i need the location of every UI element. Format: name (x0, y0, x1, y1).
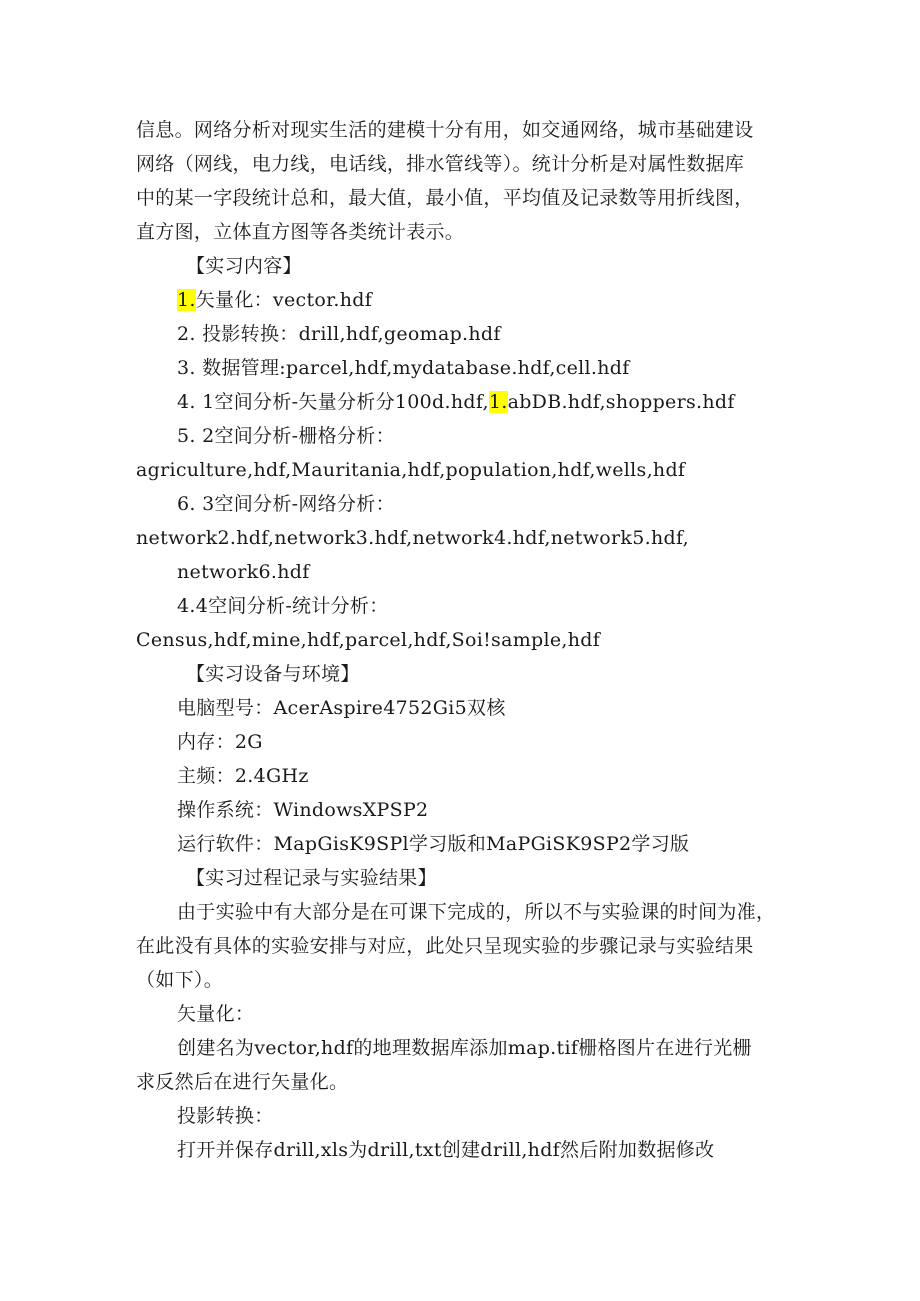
equipment-software: 运行软件：MapGisK9SPl学习版和MaPGiSK9SP2学习版 (177, 833, 690, 855)
projection-line-1: 打开并保存drill,xls为drill,txt创建drill,hdf然后附加数据修改 (177, 1139, 715, 1161)
content-item-4-suffix: abDB.hdf,shoppers.hdf (507, 391, 735, 413)
intro-line-2: 网络（网线，电力线，电话线，排水管线等）。统计分析是对属性数据库 (136, 153, 745, 175)
equipment-computer: 电脑型号：AcerAspire4752Gi5双核 (177, 697, 506, 719)
equipment-memory: 内存：2G (177, 731, 263, 753)
content-item-5-files: agriculture,hdf,Mauritania,hdf,population,hdf,wells,hdf (136, 459, 686, 481)
content-item-7-label: 4.4空间分析-统计分析： (177, 595, 389, 617)
equipment-heading: 【实习设备与环境】 (186, 663, 360, 685)
content-item-5-label: 5. 2空间分析-栅格分析： (177, 425, 395, 447)
equipment-frequency: 主频：2.4GHz (177, 765, 309, 787)
content-item-4 (177, 389, 735, 415)
content-item-1-text: 矢量化：vector.hdf (195, 289, 373, 311)
content-heading: 【实习内容】 (186, 255, 302, 277)
process-heading: 【实习过程记录与实验结果】 (186, 867, 437, 889)
process-para-line-2: 在此没有具体的实验安排与对应，此处只呈现实验的步骤记录与实验结果 (136, 935, 754, 957)
intro-line-4: 直方图，立体直方图等各类统计表示。 (136, 221, 465, 243)
vector-heading: 矢量化： (177, 1003, 255, 1025)
process-para-line-3: （如下）。 (136, 969, 224, 991)
content-item-1 (177, 287, 372, 313)
content-item-7-files: Census,hdf,mine,hdf,parcel,hdf,Soi!sample,hdf (136, 629, 601, 651)
content-item-3: 3. 数据管理:parcel,hdf,mydatabase.hdf,cell.hdf (177, 357, 630, 379)
content-item-4-prefix: 4. 1空间分析-矢量分析分100d.hdf, (177, 391, 489, 413)
highlighted-marker: 1. (488, 391, 508, 413)
content-item-6-files-2: network6.hdf (177, 561, 310, 583)
projection-heading: 投影转换： (177, 1105, 274, 1127)
process-para-line-1: 由于实验中有大部分是在可课下完成的，所以不与实验课的时间为准， (177, 901, 776, 923)
highlighted-marker: 1. (177, 289, 196, 311)
vector-line-2: 求反然后在进行矢量化。 (136, 1071, 349, 1093)
intro-line-1: 信息。网络分析对现实生活的建模十分有用，如交通网络，城市基础建设 (136, 119, 754, 141)
content-item-6-label: 6. 3空间分析-网络分析： (177, 493, 395, 515)
content-item-6-files-1: network2.hdf,network3.hdf,network4.hdf,network5.hdf, (136, 527, 689, 549)
equipment-os: 操作系统：WindowsXPSP2 (177, 799, 429, 821)
vector-line-1: 创建名为vector,hdf的地理数据库添加map.tif栅格图片在进行光栅 (177, 1037, 752, 1059)
intro-line-3: 中的某一字段统计总和，最大值，最小值，平均值及记录数等用折线图， (136, 187, 754, 209)
content-item-2: 2. 投影转换：drill,hdf,geomap.hdf (177, 323, 501, 345)
